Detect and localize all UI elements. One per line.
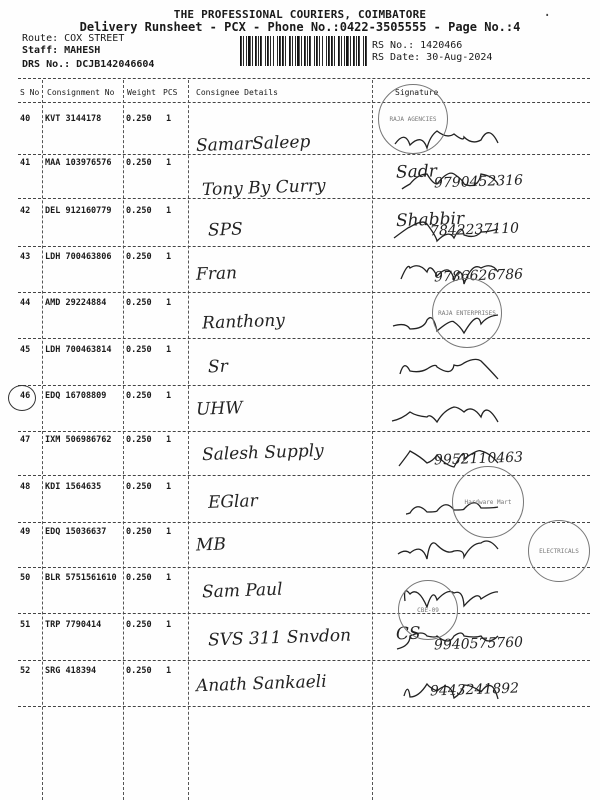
row-signature-scribble (372, 208, 592, 248)
row-consignee-signature: Sr (207, 356, 229, 378)
row-consignee-signature: SPS (207, 219, 244, 241)
rs-number: RS No.: 1420466 (372, 40, 463, 51)
row-divider (18, 385, 590, 386)
row-weight: 0.250 (126, 252, 152, 262)
row-receiver-name: Sadr (395, 161, 438, 183)
row-pcs: 1 (166, 391, 172, 401)
agency-stamp (378, 84, 448, 154)
row-consignment-no: IXM 506986762 (45, 435, 112, 445)
row-pcs: 1 (166, 527, 172, 537)
staff-label: Staff: MAHESH (22, 45, 101, 56)
col-header-signature: Signature (395, 88, 439, 97)
row-consignment-no: SRG 418394 (45, 666, 97, 676)
row-divider (18, 660, 590, 661)
enterprise-stamp (432, 278, 502, 348)
stamp-text: Hardware Mart (464, 498, 512, 506)
row-weight: 0.250 (126, 435, 152, 445)
header-rule-bottom (18, 102, 590, 103)
row-pcs: 1 (166, 666, 172, 676)
row-divider (18, 338, 590, 339)
row-consignee-signature: Anath Sankaeli (195, 671, 327, 697)
row-consignment-no: KDI 1564635 (45, 482, 102, 492)
row-sno: 45 (20, 345, 31, 355)
stamp-text: CBE-09 (417, 606, 439, 614)
row-pcs: 1 (166, 298, 172, 308)
row-sno: 48 (20, 482, 31, 492)
row-consignment-no: EDQ 15036637 (45, 527, 107, 537)
row-weight: 0.250 (126, 345, 152, 355)
row-weight: 0.250 (126, 620, 152, 630)
row-pcs: 1 (166, 252, 172, 262)
row-pcs: 1 (166, 573, 172, 583)
row-weight: 0.250 (126, 482, 152, 492)
row-consignee-signature: Salesh Supply (201, 440, 325, 466)
row-sno: 49 (20, 527, 31, 537)
row-weight: 0.250 (126, 391, 152, 401)
row-receiver-name: CS (395, 623, 421, 645)
cbe-stamp (398, 580, 458, 640)
row-pcs: 1 (166, 114, 172, 124)
row-sno: 41 (20, 158, 31, 168)
row-receiver-name: Shabbir (395, 208, 465, 232)
row-consignee-signature: Tony By Curry (201, 175, 326, 201)
row-consignee-signature: EGlar (207, 491, 259, 513)
col-header-consignee: Consignee Details (196, 88, 278, 97)
row-sno: 47 (20, 435, 31, 445)
row-sno: 40 (20, 114, 31, 124)
hardware-stamp (452, 466, 524, 538)
row-consignee-signature: Ranthony (201, 310, 286, 334)
row-46-hand-circle (8, 385, 36, 411)
row-divider (18, 154, 590, 155)
row-consignee-signature: SamarSaleep (195, 132, 311, 156)
row-pcs: 1 (166, 206, 172, 216)
rs-date: RS Date: 30-Aug-2024 (372, 52, 493, 63)
row-divider (18, 292, 590, 293)
row-divider (18, 198, 590, 199)
col-header-consignment: Consignment No (47, 88, 115, 97)
row-receiver-phone: 9786626786 (433, 266, 524, 286)
row-sno: 46 (20, 391, 31, 401)
row-sno: 42 (20, 206, 31, 216)
row-receiver-phone: 7842237110 (429, 220, 520, 240)
row-pcs: 1 (166, 158, 172, 168)
row-signature-scribble (372, 347, 592, 387)
row-receiver-phone: 9443241892 (429, 680, 520, 700)
row-weight: 0.250 (126, 527, 152, 537)
row-consignee-signature: MB (195, 534, 227, 556)
row-weight: 0.250 (126, 206, 152, 216)
col-divider (42, 80, 43, 800)
row-sno: 50 (20, 573, 31, 583)
row-weight: 0.250 (126, 666, 152, 676)
row-divider (18, 613, 590, 614)
row-receiver-phone: 9790452316 (433, 172, 524, 192)
row-consignment-no: LDH 700463806 (45, 252, 112, 262)
row-sno: 52 (20, 666, 31, 676)
row-sno: 43 (20, 252, 31, 262)
barcode-image (240, 36, 368, 66)
row-weight: 0.250 (126, 114, 152, 124)
row-pcs: 1 (166, 482, 172, 492)
scan-speck: · (543, 8, 552, 24)
row-sno: 51 (20, 620, 31, 630)
row-weight: 0.250 (126, 573, 152, 583)
row-consignment-no: TRP 7790414 (45, 620, 102, 630)
row-pcs: 1 (166, 620, 172, 630)
row-consignee-signature: Fran (195, 263, 238, 285)
row-consignment-no: EDQ 16708809 (45, 391, 107, 401)
row-consignment-no: LDH 700463814 (45, 345, 112, 355)
row-divider (18, 431, 590, 432)
stamp-text: RAJA ENTERPRISES (438, 309, 496, 317)
row-receiver-phone: 9940575760 (433, 634, 524, 654)
row-pcs: 1 (166, 345, 172, 355)
drs-number: DRS No.: DCJB142046604 (22, 59, 155, 70)
row-weight: 0.250 (126, 158, 152, 168)
row-consignment-no: KVT 3144178 (45, 114, 102, 124)
row-receiver-phone: 9952110463 (433, 449, 524, 469)
row-weight: 0.250 (126, 298, 152, 308)
row-consignee-signature: Sam Paul (201, 579, 283, 603)
col-header-pcs: PCS (163, 88, 178, 97)
col-header-sno: S No (20, 88, 40, 97)
row-consignment-no: BLR 5751561610 (45, 573, 117, 583)
row-divider (18, 246, 590, 247)
col-divider (123, 80, 124, 800)
row-consignment-no: DEL 912160779 (45, 206, 112, 216)
row-consignment-no: MAA 103976576 (45, 158, 112, 168)
row-signature-scribble (372, 160, 592, 200)
row-pcs: 1 (166, 435, 172, 445)
row-divider (18, 706, 590, 707)
stamp-text: ELECTRICALS (539, 547, 579, 555)
col-header-weight: Weight (127, 88, 156, 97)
row-divider (18, 567, 590, 568)
company-title: THE PROFESSIONAL COURIERS, COIMBATORE (173, 8, 427, 21)
route-label: Route: COX STREET (22, 33, 125, 44)
row-consignee-signature: UHW (195, 398, 243, 420)
runsheet-subtitle: Delivery Runsheet - PCX - Phone No.:0422-3505555 - Page No.:4 (79, 20, 521, 34)
row-signature-scribble (372, 393, 592, 433)
stamp-text: RAJA AGENCIES (389, 115, 437, 123)
electricals-stamp (528, 520, 590, 582)
row-signature-scribble (372, 668, 592, 708)
row-sno: 44 (20, 298, 31, 308)
header-rule-top (18, 78, 590, 79)
row-consignee-signature: SVS 311 Snvdon (207, 625, 352, 651)
col-divider (188, 80, 189, 800)
row-consignment-no: AMD 29224884 (45, 298, 107, 308)
